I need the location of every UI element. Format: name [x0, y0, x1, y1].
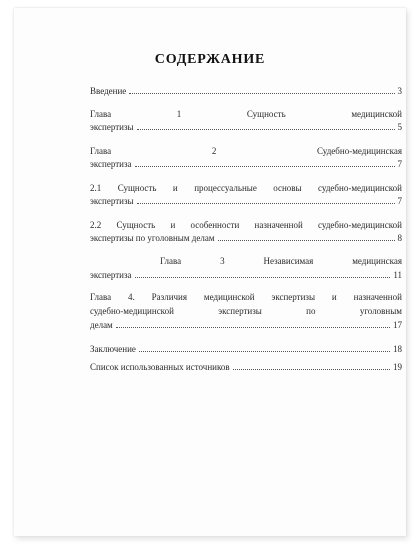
toc-entry-page: 18 [393, 344, 402, 354]
toc-entry-references [90, 362, 402, 372]
toc-entry-chapter-3-line-2 [90, 270, 402, 280]
page-title: СОДЕРЖАНИЕ [154, 52, 266, 67]
toc-entry-chapter-4-line-3 [90, 320, 402, 330]
dotted-leader [135, 277, 391, 278]
toc-entry-chapter-1-line-2 [90, 122, 402, 132]
toc-entry-word: Сущность [116, 220, 156, 230]
dotted-leader [233, 369, 390, 370]
toc-entry-word: 3 [220, 256, 225, 266]
toc-entry-word: назначенной [353, 292, 402, 302]
toc-entry-chapter-2-line-2 [90, 159, 402, 169]
toc-entry-word: экспертиза [90, 270, 132, 280]
toc-entry-chapter-3-line-1 [160, 256, 402, 266]
toc-entry-word: экспертиза [90, 159, 132, 169]
toc-entry-label: Введение [90, 86, 127, 96]
dotted-leader [139, 351, 390, 352]
toc-entry-chapter-4-line-1 [90, 292, 402, 302]
toc-entry-word: Глава [90, 109, 112, 119]
toc-entry-section-2-1-line-1 [90, 183, 402, 193]
toc-entry-conclusion [90, 344, 402, 354]
toc-entry-word: Независимая [263, 256, 314, 266]
toc-entry-word: по [306, 306, 316, 316]
toc-entry-section-2-2-line-2 [90, 233, 402, 243]
toc-entry-word: Глава [90, 292, 112, 302]
toc-entry-word: медицинской [351, 109, 402, 119]
toc-entry-word: уголовным [359, 306, 402, 316]
toc-entry-chapter-2-line-1 [90, 146, 402, 156]
toc-entry-page: 8 [397, 233, 402, 243]
toc-entry-word: экспертизы [218, 306, 262, 316]
toc-entry-word: Глава [160, 256, 182, 266]
toc-entry-word: делам [90, 320, 113, 330]
toc-entry-page: 3 [397, 86, 402, 96]
dotted-leader [135, 166, 395, 167]
toc-entry-word: назначенной [254, 220, 303, 230]
toc-entry-word: и [172, 183, 178, 193]
document-page [14, 8, 406, 536]
toc-entry-section-2-1-line-2 [90, 196, 402, 206]
toc-entry-word: экспертизы [90, 196, 134, 206]
dotted-leader [218, 240, 395, 241]
dotted-leader [137, 203, 395, 204]
toc-entry-word: 4. [128, 292, 135, 302]
dotted-leader [129, 93, 394, 94]
toc-entry-section-2-2-line-1 [90, 220, 402, 230]
toc-entry-word: 2.1 [90, 183, 102, 193]
toc-entry-word: Сущность [117, 183, 157, 193]
toc-entry-word: 1 [176, 109, 182, 119]
toc-entry-label: Список использованных источников [90, 362, 230, 372]
toc-entry-word: 2 [211, 146, 217, 156]
toc-entry-page: 7 [397, 196, 402, 206]
toc-entry-page: 7 [397, 159, 402, 169]
toc-entry-word: Судебно-медицинская [317, 146, 402, 156]
toc-entry-page: 17 [393, 320, 402, 330]
toc-entry-word: Сущность [246, 109, 286, 119]
toc-entry-word: судебно-медицинской [90, 306, 174, 316]
toc-entry-word: медицинской [203, 292, 255, 302]
toc-entry-chapter-1-line-1 [90, 109, 402, 119]
toc-entry-word: основы [273, 183, 302, 193]
toc-entry-label: Заключение [90, 344, 136, 354]
toc-entry-page: 11 [393, 270, 402, 280]
dotted-leader [137, 129, 395, 130]
toc-entry-word: процессуальные [194, 183, 257, 193]
toc-entry-word: экспертизы по уголовным делам [90, 233, 215, 243]
toc-entry-word: медицинская [352, 256, 402, 266]
toc-entry-introduction [90, 86, 402, 96]
toc-entry-page: 19 [393, 362, 402, 372]
toc-entry-word: экспертизы [90, 122, 134, 132]
dotted-leader [116, 327, 390, 328]
toc-entry-word: и [331, 292, 337, 302]
toc-entry-word: судебно-медицинской [318, 183, 402, 193]
toc-entry-chapter-4-line-2 [90, 306, 402, 316]
toc-entry-word: судебно-медицинской [318, 220, 402, 230]
toc-entry-word: 2.2 [90, 220, 102, 230]
toc-entry-word: и [170, 220, 176, 230]
toc-entry-word: Глава [90, 146, 112, 156]
toc-entry-word: Различия [151, 292, 188, 302]
toc-entry-page: 5 [397, 122, 402, 132]
toc-entry-word: экспертизы [271, 292, 316, 302]
table-of-contents [14, 8, 406, 536]
toc-entry-word: особенности [190, 220, 240, 230]
